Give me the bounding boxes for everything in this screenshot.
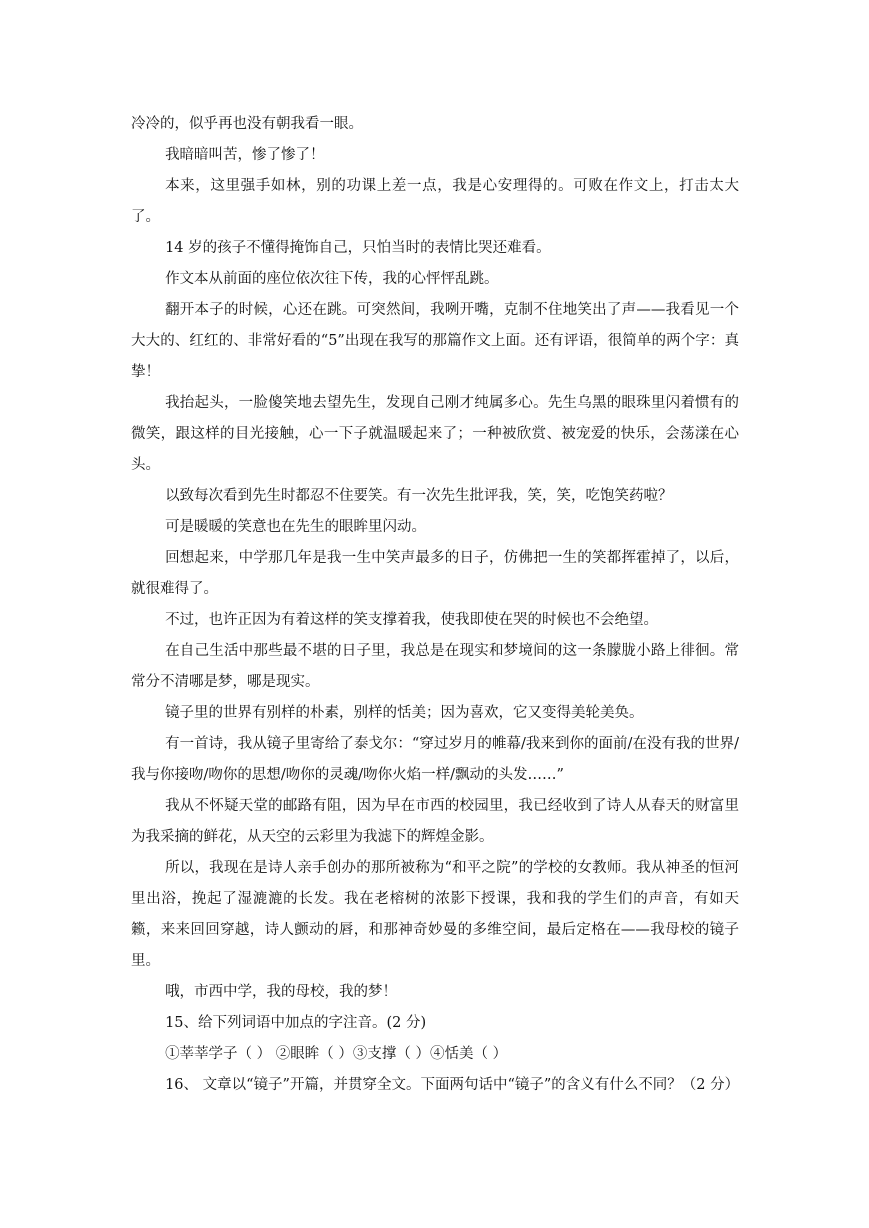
paragraph: 镜子里的世界有别样的朴素，别样的恬美；因为喜欢，它又变得美轮美奂。 bbox=[165, 705, 644, 721]
paragraph: 作文本从前面的座位依次往下传，我的心怦怦乱跳。 bbox=[165, 271, 499, 287]
paragraph: 我抬起头，一脸傻笑地去望先生，发现自己刚才纯属多心。先生乌黑的眼珠里闪着惯有的微笑，跟这样的目光接触，心一下子就温暖起来了；一种被欣赏、被宠爱的快乐，会荡漾在心头。 bbox=[131, 395, 739, 473]
paragraph: 我暗暗叫苦，惨了惨了！ bbox=[165, 147, 325, 163]
paragraph: 以致每次看到先生时都忍不住要笑。有一次先生批评我，笑，笑，吃饱笑药啦？ bbox=[165, 488, 673, 504]
paragraph: 哦，市西中学，我的母校，我的梦！ bbox=[165, 984, 398, 1000]
paragraph: 14 岁的孩子不懂得掩饰自己，只怕当时的表情比哭还难看。 bbox=[165, 240, 551, 256]
paragraph: 本来，这里强手如林，别的功课上差一点，我是心安理得的。可败在作文上，打击太大了。 bbox=[131, 178, 739, 225]
paragraph: 有一首诗，我从镜子里寄给了泰戈尔：“穿过岁月的帷幕/我来到你的面前/在没有我的世界/我与你接吻/吻你的思想/吻你的灵魂/吻你火焰一样/飘动的头发……” bbox=[131, 736, 739, 783]
paragraph: 我从不怀疑天堂的邮路有阻，因为早在市西的校园里，我已经收到了诗人从春天的财富里为我采摘的鲜花，从天空的云彩里为我滤下的辉煌金影。 bbox=[131, 798, 739, 845]
document-body bbox=[131, 109, 739, 1101]
question-15-items: ①莘莘学子（ ） ②眼眸（ ）③支撑（ ）④恬美（ ） bbox=[165, 1046, 508, 1062]
paragraph: 回想起来，中学那几年是我一生中笑声最多的日子，仿佛把一生的笑都挥霍掉了，以后，就很难得了。 bbox=[131, 550, 739, 597]
paragraph: 不过，也许正因为有着这样的笑支撑着我，使我即使在哭的时候也不会绝望。 bbox=[165, 612, 659, 628]
paragraph: 冷冷的，似乎再也没有朝我看一眼。 bbox=[131, 116, 363, 132]
paragraph: 可是暖暖的笑意也在先生的眼眸里闪动。 bbox=[165, 519, 427, 535]
paragraph: 所以，我现在是诗人亲手创办的那所被称为“和平之院”的学校的女教师。我从神圣的恒河里出浴，挽起了湿漉漉的长发。我在老榕树的浓影下授课，我和我的学生们的声音，有如天籁，来来回回穿越，诗人颤动的唇，和那神奇妙曼的多维空间，最后定格在——我母校的镜子里。 bbox=[131, 860, 739, 969]
paragraph: 在自己生活中那些最不堪的日子里，我总是在现实和梦境间的这一条朦胧小路上徘徊。常常分不清哪是梦，哪是现实。 bbox=[131, 643, 739, 690]
paragraph: 翻开本子的时候，心还在跳。可突然间，我咧开嘴，克制不住地笑出了声——我看见一个大大的、红红的、非常好看的“5”出现在我写的那篇作文上面。还有评语，很简单的两个字：真挚！ bbox=[131, 302, 739, 380]
question-16: 16、 文章以“镜子”开篇，并贯穿全文。下面两句话中“镜子”的含义有什么不同？（2 分） bbox=[165, 1077, 740, 1093]
question-15: 15、给下列词语中加点的字注音。(2 分) bbox=[165, 1015, 427, 1031]
